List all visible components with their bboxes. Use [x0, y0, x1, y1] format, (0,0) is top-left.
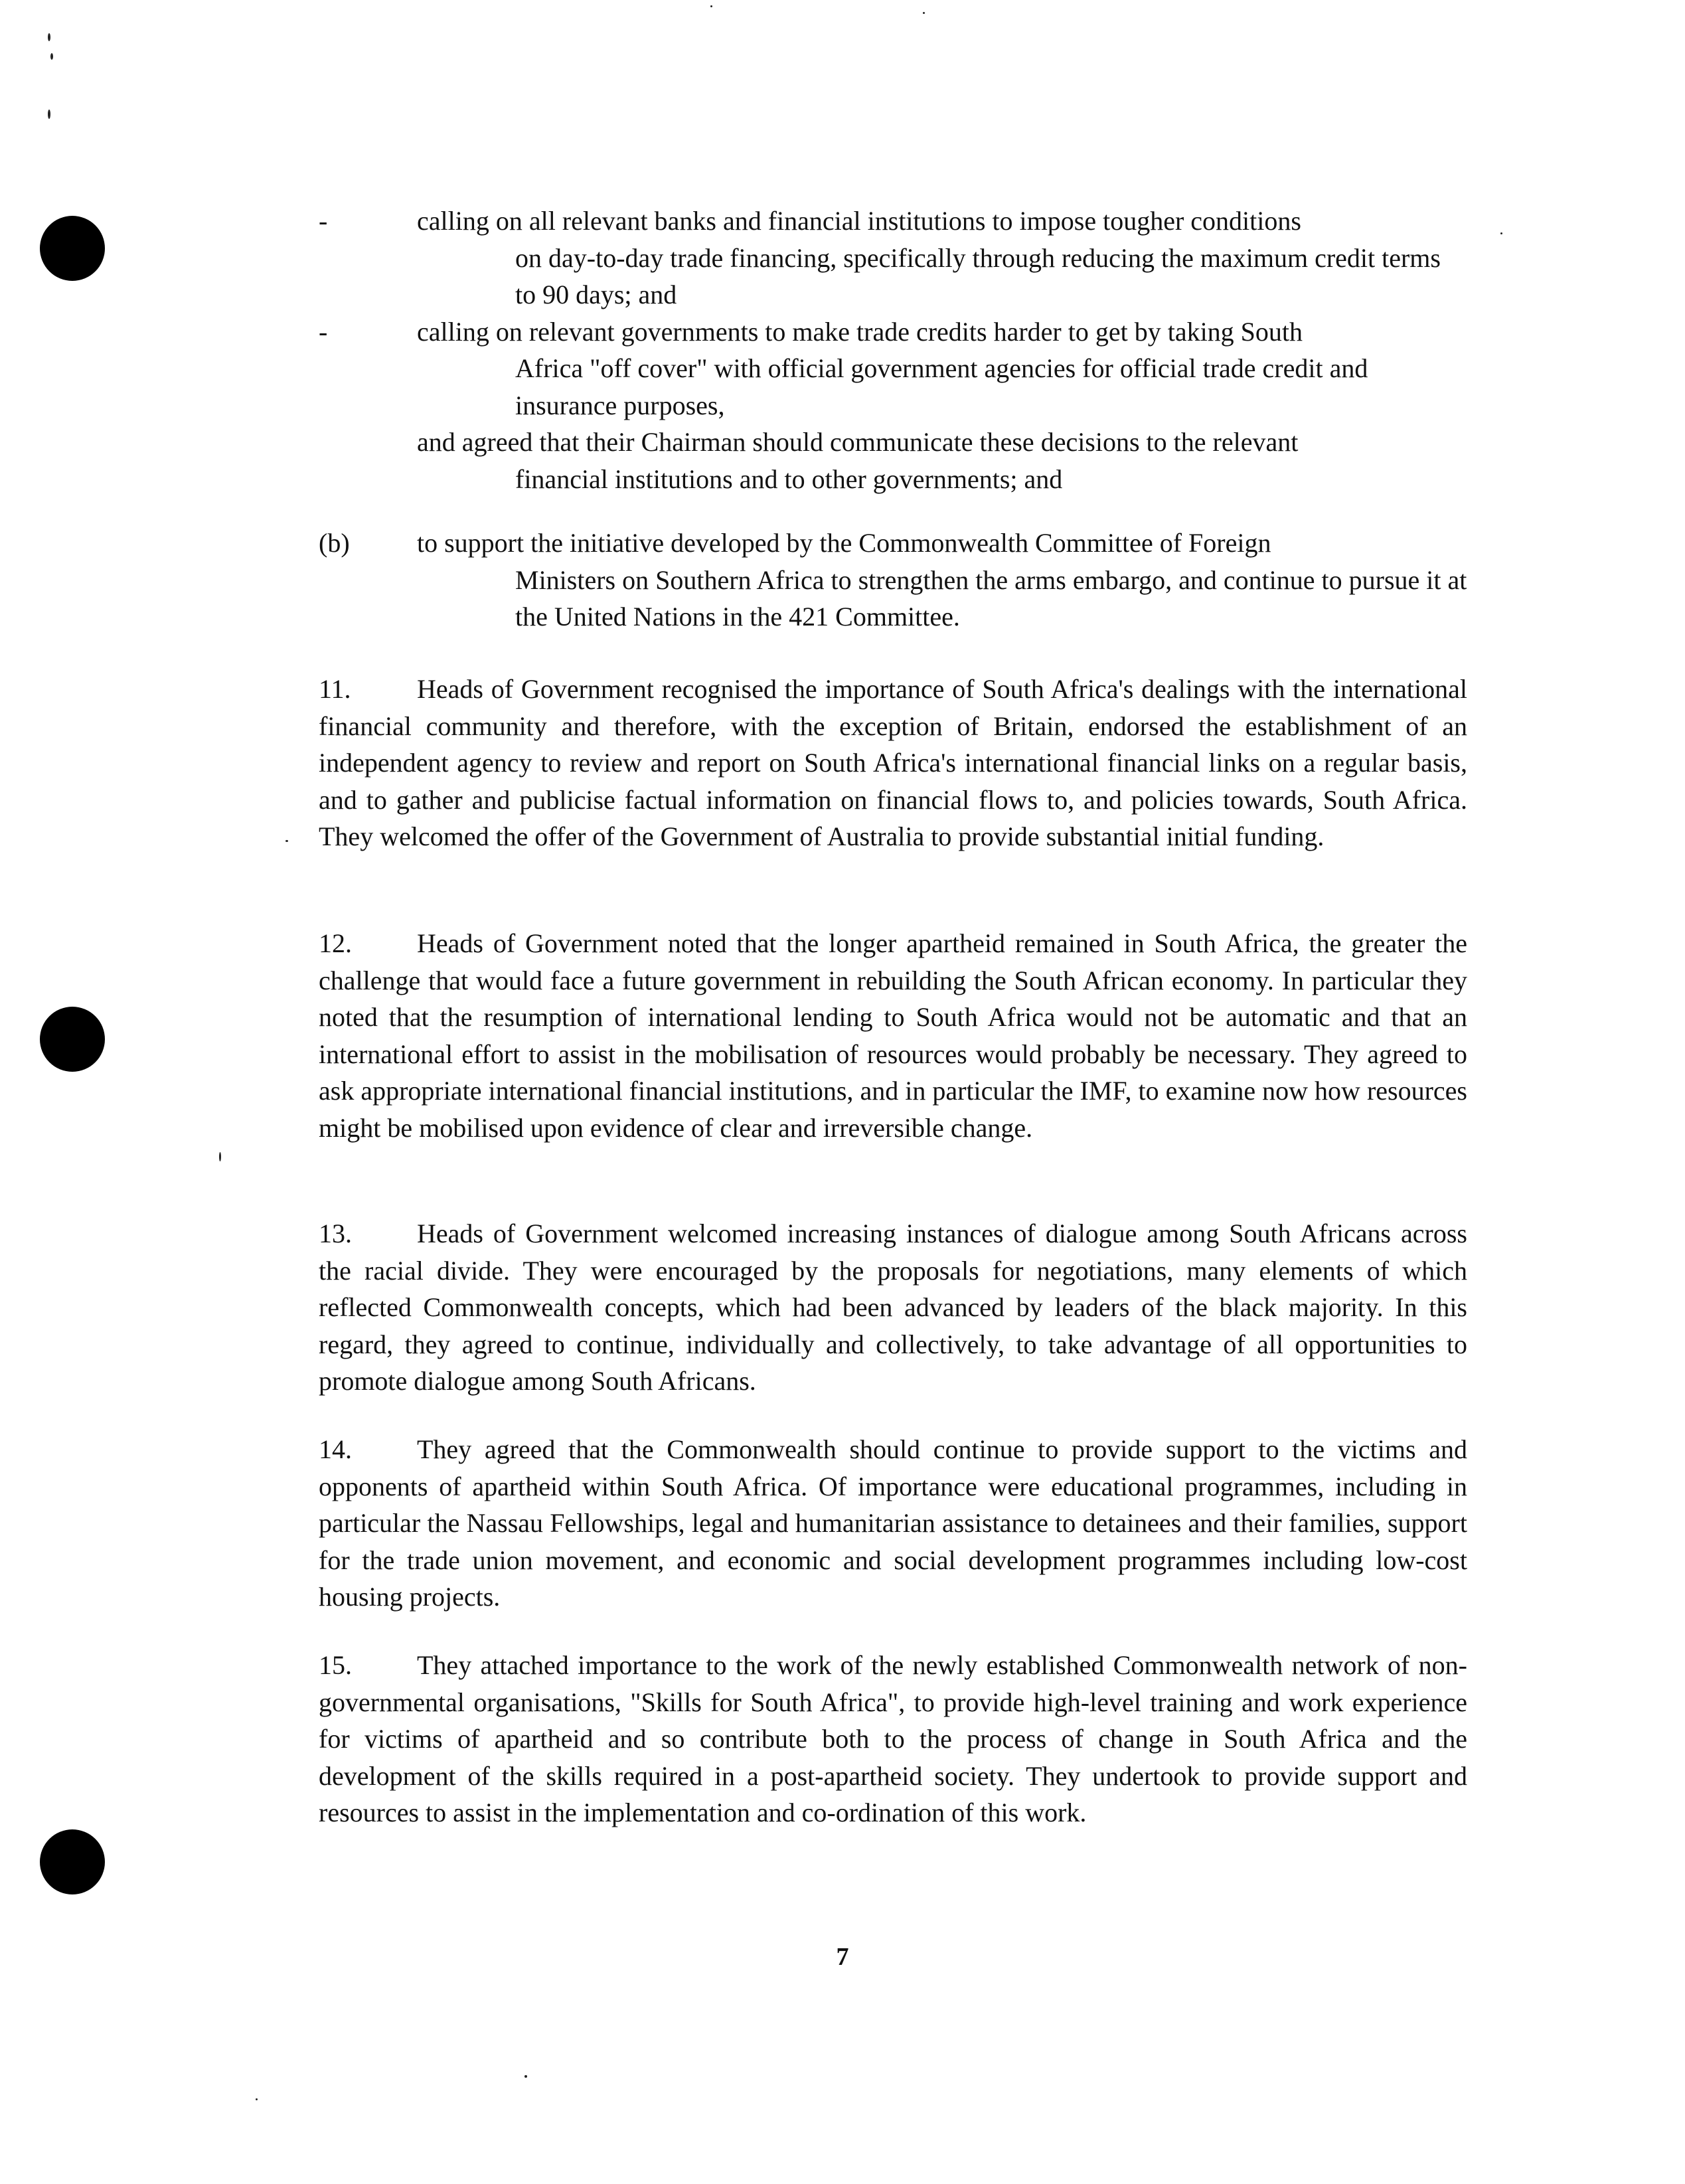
- bullet-first-line: calling on relevant governments to make trade credits harder to get by taking South: [417, 316, 1303, 347]
- agreed-first-line: and agreed that their Chairman should communicate these decisions to the relevant: [417, 427, 1299, 457]
- scan-speck: [50, 53, 53, 60]
- paragraph-text: Heads of Government welcomed increasing instances of dialogue among South Africans across the racial divide. They were encouraged by the proposals for negotiations, many elements of which reflected Commonwealth concepts, which had been advanced by leaders of the black majority. In this regard, they agreed to continue, individually and collectively, to take advantage of all opportunities to promote dialogue among South Africans.: [319, 1218, 1467, 1396]
- bullet-item: [319, 313, 1467, 424]
- paragraph-number: 15.: [319, 1650, 352, 1680]
- paragraph-15: [319, 1647, 1467, 1831]
- punch-hole-top: [40, 216, 105, 281]
- item-b-first-line: to support the initiative developed by the Commonwealth Committee of Foreign: [417, 528, 1271, 558]
- item-b: [319, 525, 1467, 635]
- bullet-first-line: calling on all relevant banks and financial institutions to impose tougher conditions: [417, 206, 1301, 236]
- agreed-clause: [319, 424, 1467, 497]
- punch-hole-bottom: [40, 1829, 105, 1894]
- bullet-item: [319, 203, 1467, 313]
- bullet-marker: -: [319, 316, 328, 347]
- item-b-continuation: Ministers on Southern Africa to strengthen the arms embargo, and continue to pursue it at the United Nations in the 421 Committee.: [515, 564, 1467, 631]
- paragraph-number: 13.: [319, 1218, 352, 1248]
- scan-speck: [1500, 232, 1502, 234]
- agreed-continuation: financial institutions and to other governments; and: [515, 463, 1063, 494]
- paragraph-12: [319, 925, 1467, 1146]
- scan-speck: [285, 840, 288, 842]
- scan-speck: [256, 2098, 258, 2100]
- paragraph-number: 12.: [319, 928, 352, 958]
- paragraph-text: Heads of Government noted that the longer apartheid remained in South Africa, the greater the challenge that would face a future government in rebuilding the South African economy. In particular they noted that the resumption of international lending to South Africa would not be automatic and that an international effort to assist in the mobilisation of resources would probably be necessary. They agreed to ask appropriate international financial institutions, and in particular the IMF, to examine now how resources might be mobilised upon evidence of clear and irreversible change.: [319, 928, 1467, 1143]
- item-b-marker: (b): [319, 528, 350, 558]
- paragraph-11: [319, 671, 1467, 855]
- paragraph-text: They attached importance to the work of the newly established Commonwealth network of non-governmental organisations, "Skills for South Africa", to provide high-level training and work experience for victims of apartheid and so contribute both to the process of change in South Africa and the development of the skills required in a post-apartheid society. They undertook to provide support and resources to assist in the implementation and co-ordination of this work.: [319, 1650, 1467, 1827]
- scan-speck: [48, 33, 50, 41]
- scan-speck: [923, 12, 925, 14]
- punch-hole-middle: [40, 1007, 105, 1072]
- paragraph-14: [319, 1431, 1467, 1616]
- paragraph-number: 11.: [319, 674, 351, 704]
- bullet-continuation: on day-to-day trade financing, specifically through reducing the maximum credit terms to 90 days; and: [515, 242, 1441, 309]
- page-number: 7: [836, 1943, 849, 1971]
- paragraph-number: 14.: [319, 1434, 352, 1464]
- item-b-body: [319, 525, 1467, 635]
- bullet-continuation: Africa "off cover" with official government agencies for official trade credit and insurance purposes,: [515, 353, 1368, 420]
- paragraph-text: They agreed that the Commonwealth should continue to provide support to the victims and opponents of apartheid within South Africa. Of importance were educational programmes, including in particular the Nassau Fellowships, legal and humanitarian assistance to detainees and their families, support for the trade union movement, and economic and social development programmes including low-cost housing projects.: [319, 1434, 1467, 1612]
- paragraph-text: Heads of Government recognised the importance of South Africa's dealings with the international financial community and therefore, with the exception of Britain, endorsed the establishment of an independent agency to review and report on South Africa's international financial links on a regular basis, and to gather and publicise factual information on financial flows to, and policies towards, South Africa. They welcomed the offer of the Government of Australia to provide substantial initial funding.: [319, 674, 1467, 851]
- paragraph-13: [319, 1215, 1467, 1400]
- bullet-list: [319, 203, 1467, 497]
- bullet-marker: -: [319, 206, 328, 236]
- scan-speck: [710, 5, 712, 7]
- scan-speck: [524, 2075, 527, 2078]
- scan-speck: [219, 1152, 221, 1161]
- scan-speck: [48, 110, 50, 119]
